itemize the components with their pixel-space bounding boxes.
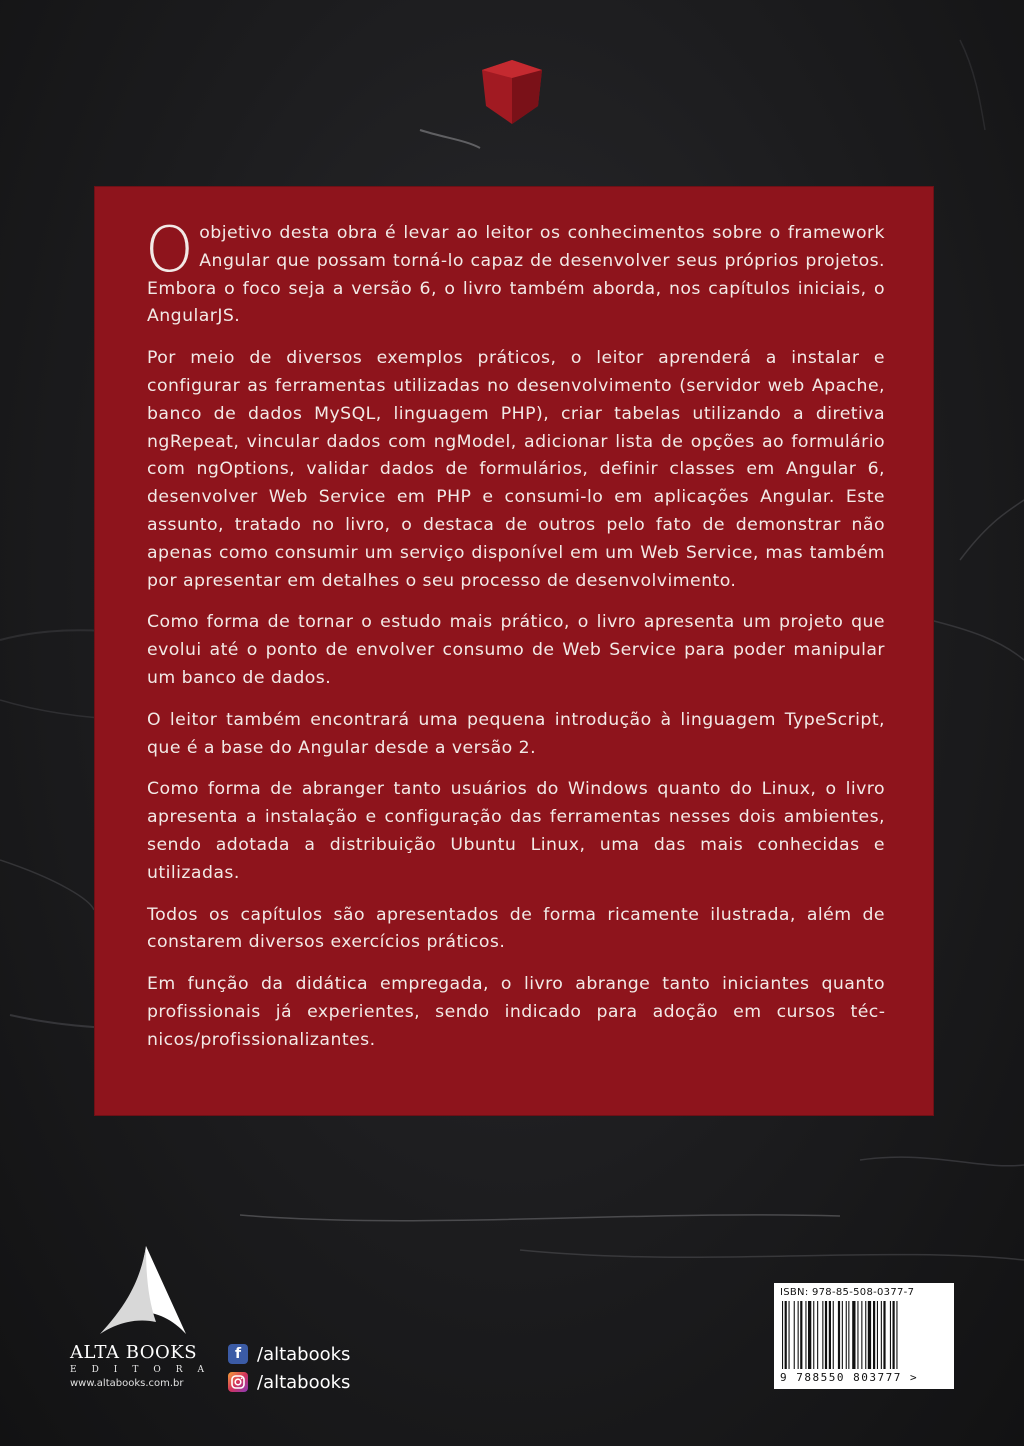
barcode-bar: [798, 1301, 799, 1369]
barcode-bar: [877, 1301, 878, 1369]
barcode-bar: [825, 1301, 827, 1369]
description-paragraph-3: Como forma de tornar o estudo mais prático, o livro apresenta um projeto que evolui até o ponto de envolver consumo de Web Service para poder manipular um banco de dados.: [147, 612, 885, 688]
social-links: [228, 1340, 350, 1396]
facebook-handle: /altabooks: [257, 1343, 351, 1365]
barcode-bar: [833, 1301, 834, 1369]
instagram-link: [228, 1368, 350, 1396]
red-shield-icon: [478, 56, 546, 128]
barcode-bars: [780, 1301, 948, 1371]
description-paragraph-5: Como forma de abranger tanto usuários do Windows quanto do Linux, o livro apresenta a instalação e configuração das ferramentas nesses dois ambientes, sendo adotada a distribuição Ubuntu Linux, uma das mais conhecidas e utilizadas.: [147, 779, 885, 883]
barcode-bar: [789, 1301, 790, 1369]
barcode-bar: [873, 1301, 875, 1369]
barcode-bar: [842, 1301, 843, 1369]
barcode-bar: [817, 1301, 818, 1369]
barcode-bar: [881, 1301, 882, 1369]
barcode-bar: [896, 1301, 897, 1369]
instagram-handle: /altabooks: [257, 1371, 351, 1393]
barcode-bar: [813, 1301, 814, 1369]
barcode-bar: [883, 1301, 885, 1369]
description-panel: [94, 186, 934, 1116]
barcode-bar: [868, 1301, 871, 1369]
barcode-bar: [822, 1301, 823, 1369]
barcode-bar: [782, 1301, 783, 1369]
dropcap: O: [145, 213, 195, 286]
alta-books-triangle-icon: [98, 1244, 188, 1336]
barcode-bar: [865, 1301, 866, 1369]
publisher-logo: [70, 1244, 218, 1389]
instagram-icon: [228, 1372, 248, 1392]
paragraph-text: objetivo desta obra é levar ao leitor os conhecimentos sobre o framework Angular que possam torná-lo capaz de desenvolver seus próprios projetos. Embora o foco seja a versão 6, o livro também aborda, nos capítulos iniciais, o AngularJS.: [147, 223, 885, 327]
barcode-bar: [829, 1301, 831, 1369]
barcode-bar: [805, 1301, 806, 1369]
barcode-bar: [852, 1301, 855, 1369]
barcode-digits: 9 788550 803777 >: [780, 1371, 919, 1384]
barcode-bar: [838, 1301, 840, 1369]
description-paragraph-7: Em função da didática empregada, o livro abrange tanto iniciantes quanto profissionais já experientes, sendo indicado para adoção em cursos técnicos/profissionalizantes.: [147, 974, 885, 1050]
publisher-subtitle: EDITORA: [70, 1365, 219, 1375]
isbn-barcode: [774, 1283, 954, 1389]
description-paragraph-1: [145, 213, 885, 331]
barcode-bar: [893, 1301, 895, 1369]
barcode-bar: [861, 1301, 862, 1369]
barcode-bar: [846, 1301, 847, 1369]
barcode-bar: [857, 1301, 858, 1369]
publisher-name: ALTA BOOKS: [70, 1342, 198, 1363]
description-text: [145, 213, 885, 1069]
barcode-bar: [848, 1301, 849, 1369]
barcode-bar: [808, 1301, 811, 1369]
isbn-label: ISBN: 978-85-508-0377-7: [780, 1287, 915, 1298]
barcode-bar: [800, 1301, 802, 1369]
description-paragraph-6: Todos os capítulos são apresentados de forma ricamente ilustrada, além de constarem diversos exercícios práticos.: [147, 904, 885, 953]
facebook-link: [228, 1340, 350, 1368]
description-paragraph-2: Por meio de diversos exemplos práticos, o leitor aprenderá a instalar e configurar as ferramentas utilizadas no desenvolvimento (servidor web Apache, banco de dados MySQL, linguagem PHP), criar tabelas utilizando a diretiva ngRepeat, vincular dados com ngModel, adicionar lista de opções ao formulário com ngOptions, validar dados de formulários, definir classes em Angular 6, desenvolver Web Service em PHP e consumi-lo em aplicações Angular. Este assunto, tratado no livro, o destaca de outros pelo fato de demonstrar não apenas como consumir um serviço disponível em um Web Service, mas também por apresentar em detalhes o seu processo de desenvolvimento.: [147, 348, 885, 591]
barcode-bar: [794, 1301, 795, 1369]
description-paragraph-4: O leitor também encontrará uma pequena introdução à linguagem TypeScript, que é a base do Angular desde a versão 2.: [147, 709, 885, 758]
facebook-icon: f: [228, 1344, 248, 1364]
barcode-bar: [890, 1301, 891, 1369]
publisher-website: www.altabooks.com.br: [70, 1378, 184, 1389]
barcode-bar: [785, 1301, 787, 1369]
